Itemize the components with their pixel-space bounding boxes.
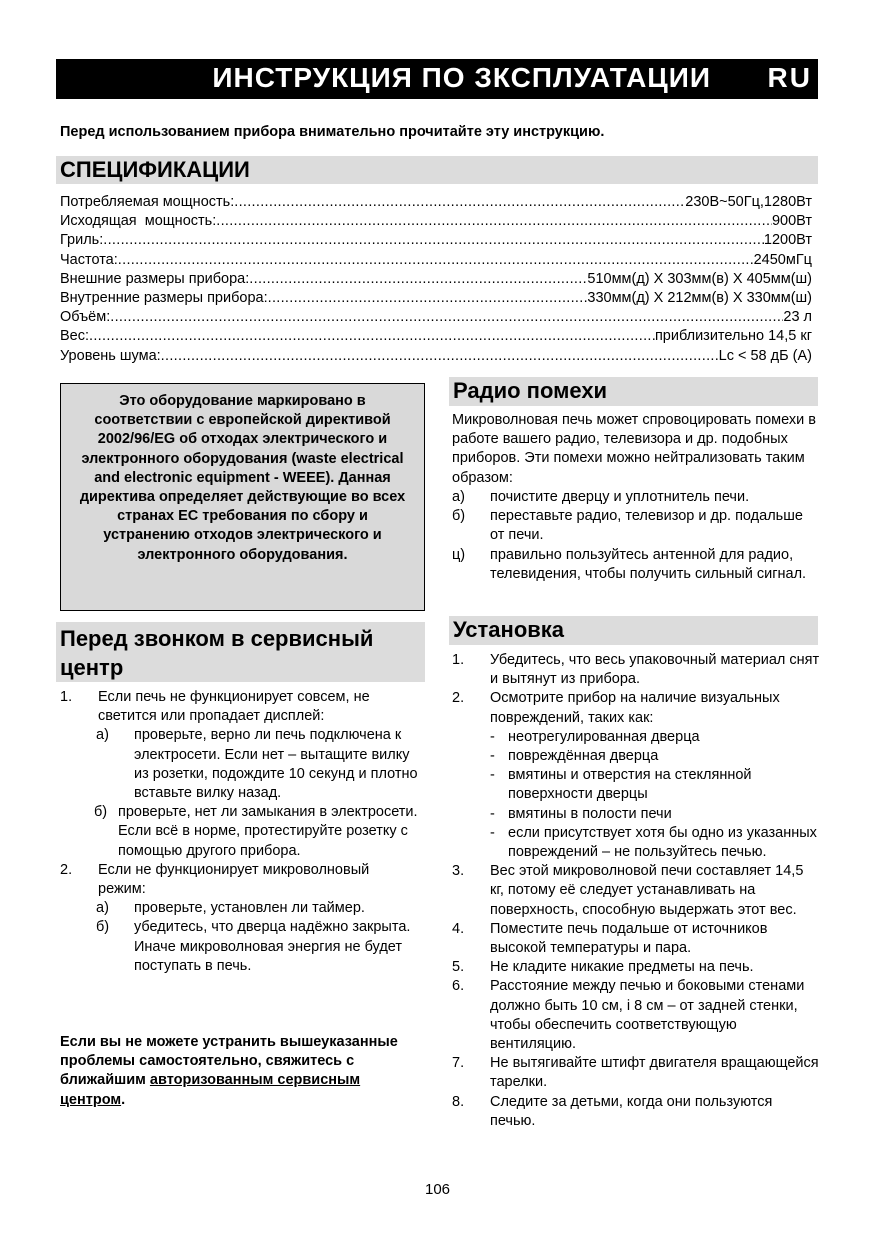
sub-item-text: проверьте, установлен ли таймер.	[134, 900, 365, 917]
radio-text: Микроволновая печь может спровоцировать помехи в работе вашего радио, телевизора и др. подобных приборов. Эти помехи можно нейтрализовать таким образом:	[452, 412, 816, 486]
spec-row	[60, 347, 812, 366]
spec-row	[60, 231, 812, 250]
damage-text: вмятины и отверстия на стеклянной поверхности дверцы	[508, 767, 752, 803]
note-end: .	[121, 1091, 126, 1108]
list-item	[452, 1093, 820, 1131]
sub-item	[96, 726, 420, 803]
item-text: Поместите печь подальше от источников высокой температуры и пара.	[490, 920, 768, 957]
list-item	[60, 861, 420, 899]
damage-item	[490, 805, 820, 824]
item-number: 3.	[452, 863, 465, 880]
spec-value: 900Вт	[771, 213, 812, 230]
item-text: Убедитесь, что весь упаковочный материал снят и вытянут из прибора.	[490, 652, 820, 688]
item-number: 1.	[60, 689, 73, 705]
list-item	[452, 977, 820, 1054]
service-contact-note	[60, 1033, 425, 1110]
language-badge: RU	[767, 62, 812, 93]
damage-item	[490, 747, 820, 766]
sub-item-letter: б)	[96, 919, 110, 936]
item-number: 8.	[452, 1093, 465, 1110]
spec-row	[60, 308, 812, 327]
list-item	[452, 1054, 820, 1092]
item-letter: б)	[452, 508, 466, 525]
list-item	[452, 507, 818, 545]
service-heading: Перед звонком в сервисный центр	[56, 622, 425, 682]
item-text: Следите за детьми, когда они пользуются печью.	[490, 1093, 773, 1129]
item-text: Не кладите никакие предметы на печь.	[490, 959, 754, 976]
spec-row	[60, 270, 812, 289]
spec-row	[60, 327, 812, 346]
sub-item	[96, 918, 420, 976]
sub-item-letter: a)	[96, 900, 109, 917]
sub-item-text: убедитесь, что дверца надёжно закрыта. Иначе микроволновая энергия не будет поступать в печь.	[134, 919, 411, 974]
specs-heading: СПЕЦИФИКАЦИИ	[56, 156, 818, 184]
title-bar	[56, 59, 818, 99]
service-list	[60, 688, 420, 976]
item-text: Если печь не функционирует совсем, не светится или пропадает дисплей:	[98, 689, 370, 725]
spec-row	[60, 251, 812, 270]
damage-item	[490, 766, 820, 804]
sub-item	[94, 803, 420, 861]
page-title: ИНСТРУКЦИЯ ПО ЗКСПЛУАТАЦИИ	[212, 62, 711, 93]
spec-value: 330мм(д) X 212мм(в) X 330мм(ш)	[587, 289, 812, 306]
list-item	[452, 958, 820, 977]
item-text: Вес этой микроволновой печи составляет 14,5 кг, потому её следует устанавливать на поверхность, способную выдержать этот вес.	[490, 863, 804, 918]
weee-notice-box: Это оборудование маркировано в соответствии с европейской директивой 2002/96/EG об отходах электрического и электронного оборудования (waste electrical and electronic equipment - WEEE). Данная директива определяет действующие во всех странах ЕС требования по сбору и устранению отходов электрического и электронного оборудования.	[60, 383, 425, 611]
item-number: 4.	[452, 920, 465, 937]
list-item	[452, 651, 820, 689]
spec-label: Внутренние размеры прибора:	[60, 289, 268, 306]
spec-value: приблизительно 14,5 кг	[654, 328, 812, 345]
spec-value: 230В~50Гц,1280Вт	[685, 194, 812, 210]
intro-text: Перед использованием прибора внимательно прочитайте эту инструкцию.	[60, 124, 605, 140]
item-text: Не вытягивайте штифт двигателя вращающейся тарелки.	[490, 1055, 819, 1091]
sub-item-letter: a)	[96, 727, 109, 744]
item-text: правильно пользуйтесь антенной для радио, телевидения, чтобы получить сильный сигнал.	[490, 546, 807, 582]
list-item	[452, 862, 820, 920]
spec-label: Частота:	[60, 251, 118, 268]
spec-label: Внешние размеры прибора:	[60, 270, 250, 287]
damage-text: неотрегулированная дверца	[508, 728, 700, 745]
spec-label: Потребляемая мощность:	[60, 194, 235, 210]
install-heading: Установка	[449, 616, 818, 645]
damage-list	[452, 728, 820, 862]
page-number: 106	[424, 1181, 451, 1198]
damage-item	[490, 728, 820, 747]
item-letter: a)	[452, 489, 465, 505]
item-text: переставьте радио, телевизор и др. подальше от печи.	[490, 508, 803, 544]
item-number: 5.	[452, 959, 465, 976]
sub-item-letter: б)	[94, 804, 108, 821]
damage-text: если присутствует хотя бы одно из указанных повреждений – не пользуйтесь печью.	[508, 824, 817, 861]
spec-label: Объём:	[60, 309, 111, 326]
radio-heading: Радио помехи	[449, 377, 818, 406]
dash-marker: -	[490, 767, 495, 784]
list-item	[452, 689, 820, 727]
spec-value: 23 л	[783, 309, 812, 326]
item-number: 2.	[452, 690, 465, 707]
item-letter: ц)	[452, 546, 466, 563]
spec-row	[60, 289, 812, 308]
item-number: 7.	[452, 1055, 465, 1072]
note-text: Если вы не можете устранить вышеуказанные проблемы самостоятельно, свяжитесь с ближайшим	[60, 1034, 398, 1089]
item-text: Если не функционирует микроволновый режим:	[98, 861, 370, 898]
dash-marker: -	[490, 728, 495, 745]
dash-marker: -	[490, 805, 495, 822]
spec-row	[60, 212, 812, 231]
list-item	[452, 546, 818, 584]
list-item	[452, 488, 818, 507]
sub-item-text: проверьте, нет ли замыкания в электросети. Если всё в норме, протестируйте розетку с помощью другого прибора.	[118, 804, 418, 859]
damage-item	[490, 824, 820, 862]
spec-label: Гриль:	[60, 232, 104, 249]
spec-table	[60, 193, 812, 366]
damage-text: вмятины в полости печи	[508, 805, 672, 822]
spec-label: Вес:	[60, 328, 90, 345]
sub-item-text: проверьте, верно ли печь подключена к электросети. Если нет – вытащите вилку из розетки, подождите 10 секунд и плотно вставьте вилку назад.	[134, 727, 418, 802]
sub-item	[96, 899, 420, 918]
spec-row	[60, 193, 812, 212]
list-item	[452, 920, 820, 958]
list-item	[60, 688, 420, 726]
item-number: 1.	[452, 652, 465, 668]
item-number: 2.	[60, 861, 73, 878]
item-text: Расстояние между печью и боковыми стенами должно быть 10 см, і 8 см – от задней стенки, чтобы обеспечить соответствующую вентиляцию.	[490, 978, 805, 1053]
spec-value: 510мм(д) X 303мм(в) X 405мм(ш)	[587, 270, 812, 287]
spec-label: Уровень шума:	[60, 347, 161, 364]
spec-value: 1200Вт	[763, 232, 812, 249]
spec-value: Lc < 58 дБ (A)	[718, 347, 812, 364]
dash-marker: -	[490, 748, 495, 765]
radio-list	[452, 488, 818, 584]
dash-marker: -	[490, 824, 495, 841]
item-text: Осмотрите прибор на наличие визуальных повреждений, таких как:	[490, 690, 780, 726]
spec-label: Исходящая мощность:	[60, 213, 217, 230]
spec-value: 2450мГц	[753, 251, 812, 268]
install-list	[452, 651, 820, 1131]
item-text: почистите дверцу и уплотнитель печи.	[490, 489, 750, 505]
service-center-link: авторизованным сервисным центром	[60, 1072, 361, 1108]
damage-text: повреждённая дверца	[508, 748, 659, 765]
item-number: 6.	[452, 978, 465, 995]
